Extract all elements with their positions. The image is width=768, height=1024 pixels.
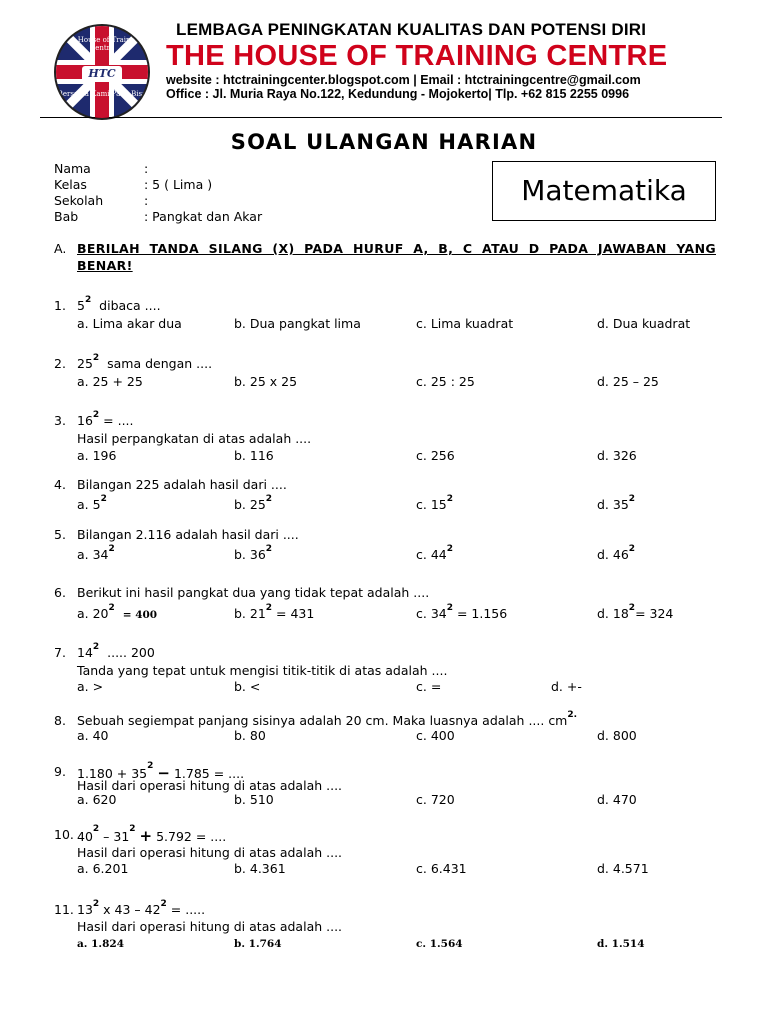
question-number: 3. <box>54 413 66 428</box>
question-line2: Hasil dari operasi hitung di atas adalah .... <box>77 845 343 860</box>
question-stem: $25^2$ sama dengan .... <box>77 353 213 371</box>
option-b[interactable]: b. 1.764 <box>234 938 282 950</box>
option-c[interactable]: c. 25 : 25 <box>416 374 475 389</box>
question-stem: Berikut ini hasil pangkat dua yang tidak tepat adalah .... <box>77 585 430 600</box>
subject-box: Matematika <box>492 161 716 221</box>
option-a[interactable]: a. $5^2$ <box>77 494 107 512</box>
option-b[interactable]: b. 25 x 25 <box>234 374 298 389</box>
info-label: Nama <box>54 161 91 176</box>
question-number: 11. <box>54 902 74 917</box>
question-number: 4. <box>54 477 66 492</box>
option-c[interactable]: c. 400 <box>416 728 455 743</box>
option-c[interactable]: c. = <box>416 679 442 694</box>
question-stem: Bilangan 2.116 adalah hasil dari .... <box>77 527 299 542</box>
question-stem: $16^2$ = .... <box>77 410 134 428</box>
option-a[interactable]: a. $20^2 = 400$ <box>77 603 158 621</box>
option-c[interactable]: c. 720 <box>416 792 455 807</box>
htc-logo <box>54 24 150 120</box>
option-b[interactable]: b. 116 <box>234 448 274 463</box>
option-a[interactable]: a. 620 <box>77 792 117 807</box>
option-b[interactable]: b. $36^2$ <box>234 544 273 562</box>
option-a[interactable]: a. > <box>77 679 104 694</box>
option-d[interactable]: d. +- <box>551 679 582 694</box>
info-label: Kelas <box>54 177 87 192</box>
option-c[interactable]: c. 256 <box>416 448 455 463</box>
question-line2: Hasil dari operasi hitung di atas adalah .... <box>77 919 343 934</box>
instruction-line2: BENAR! <box>77 258 133 273</box>
info-label: Sekolah <box>54 193 104 208</box>
option-b[interactable]: b. < <box>234 679 261 694</box>
option-a[interactable]: a. 40 <box>77 728 109 743</box>
option-b[interactable]: b. $25^2$ <box>234 494 273 512</box>
option-d[interactable]: d. 326 <box>597 448 637 463</box>
info-value: : <box>144 161 149 176</box>
option-c[interactable]: c. $44^2$ <box>416 544 453 562</box>
info-value: : Pangkat dan Akar <box>144 209 263 224</box>
question-number: 9. <box>54 764 66 779</box>
logo-top-text: The House of Training Centre <box>62 36 142 52</box>
question-number: 1. <box>54 298 66 313</box>
option-b[interactable]: b. Dua pangkat lima <box>234 316 361 331</box>
letterhead <box>40 10 724 110</box>
contact-website-email: website : htctrainingcenter.blogspot.com | Email : htctrainingcentre@gmail.com <box>166 73 641 87</box>
option-a[interactable]: a. $34^2$ <box>77 544 115 562</box>
institution-name: THE HOUSE OF TRAINING CENTRE <box>166 40 668 72</box>
section-letter: A. <box>54 241 67 256</box>
question-number: 5. <box>54 527 66 542</box>
option-d[interactable]: d. 1.514 <box>597 938 645 950</box>
option-d[interactable]: d. 800 <box>597 728 637 743</box>
question-number: 2. <box>54 356 66 371</box>
header-divider <box>40 117 722 118</box>
option-d[interactable]: d. $35^2$ <box>597 494 636 512</box>
question-stem: $40^2 - 31^2 + 5.792$ = .... <box>77 824 227 845</box>
info-value: : <box>144 193 149 208</box>
option-c[interactable]: c. Lima kuadrat <box>416 316 514 331</box>
option-d[interactable]: d. 470 <box>597 792 637 807</box>
option-c[interactable]: c. 1.564 <box>416 938 463 950</box>
instruction-line1: BERILAH TANDA SILANG (X) PADA HURUF A, B, C ATAU D PADA JAWABAN YANG <box>77 241 716 256</box>
question-stem: $13^2$ x $43 - 42^2$ = ..... <box>77 899 206 917</box>
option-b[interactable]: b. 80 <box>234 728 266 743</box>
option-c[interactable]: c. $34^2 = 1.156$ <box>416 603 508 621</box>
option-b[interactable]: b. 510 <box>234 792 274 807</box>
question-number: 8. <box>54 713 66 728</box>
question-stem: $14^2$ ..... 200 <box>77 642 155 660</box>
question-stem: $5^2$ dibaca .... <box>77 295 161 313</box>
info-label: Bab <box>54 209 79 224</box>
question-number: 6. <box>54 585 66 600</box>
option-a[interactable]: a. 1.824 <box>77 938 124 950</box>
option-a[interactable]: a. 6.201 <box>77 861 129 876</box>
logo-mark: HTC <box>82 66 122 82</box>
question-stem: Bilangan 225 adalah hasil dari .... <box>77 477 287 492</box>
lembaga-title: LEMBAGA PENINGKATAN KUALITAS DAN POTENSI DIRI <box>176 20 647 39</box>
option-a[interactable]: a. 25 + 25 <box>77 374 143 389</box>
option-a[interactable]: a. 196 <box>77 448 117 463</box>
question-line2: Hasil dari operasi hitung di atas adalah .... <box>77 778 343 793</box>
option-d[interactable]: d. Dua kuadrat <box>597 316 691 331</box>
option-c[interactable]: c. $15^2$ <box>416 494 453 512</box>
question-line2: Hasil perpangkatan di atas adalah .... <box>77 431 312 446</box>
option-d[interactable]: d. 25 – 25 <box>597 374 659 389</box>
logo-bottom-text: Bersama Kami Pasti Bisa <box>57 90 147 98</box>
question-number: 10. <box>54 827 74 842</box>
page-title: SOAL ULANGAN HARIAN <box>230 130 538 154</box>
contact-office: Office : Jl. Muria Raya No.122, Kedundung - Mojokerto| Tlp. +62 815 2255 0996 <box>166 87 630 101</box>
option-b[interactable]: b. 4.361 <box>234 861 286 876</box>
question-stem: $1.180 + 35^2 - 1.785$ = .... <box>77 761 245 782</box>
question-number: 7. <box>54 645 66 660</box>
info-value: : 5 ( Lima ) <box>144 177 213 192</box>
option-d[interactable]: d. $18^2= 324$ <box>597 603 674 621</box>
option-c[interactable]: c. 6.431 <box>416 861 467 876</box>
option-b[interactable]: b. $21^2 = 431$ <box>234 603 315 621</box>
option-d[interactable]: d. 4.571 <box>597 861 649 876</box>
option-d[interactable]: d. $46^2$ <box>597 544 636 562</box>
option-a[interactable]: a. Lima akar dua <box>77 316 182 331</box>
question-line2: Tanda yang tepat untuk mengisi titik-titik di atas adalah .... <box>77 663 448 678</box>
question-stem: Sebuah segiempat panjang sisinya adalah 20 cm. Maka luasnya adalah .... $cm^{2.}$ <box>77 710 578 728</box>
